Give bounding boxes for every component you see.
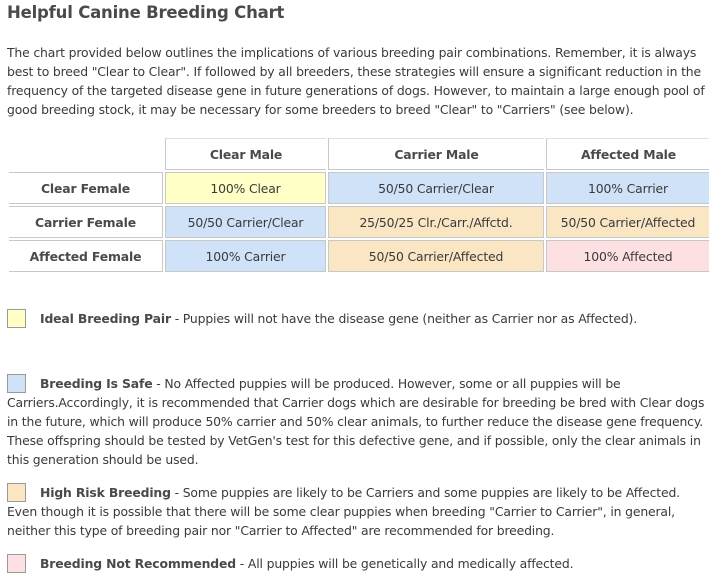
table-cell: 100% Clear: [165, 172, 326, 204]
table-cell: 100% Carrier: [546, 172, 709, 204]
table-cell: 100% Carrier: [165, 240, 326, 272]
yellow-swatch-icon: [7, 309, 26, 328]
intro-paragraph: The chart provided below outlines the implications of various breeding pair combinations. Remember, it is always best to breed "Clear to Clear". If followed by all breeders, these strategies will ensure a significant reduction in the frequency of the targeted disease gene in future generations of dogs. However, to maintain a large enough pool of good breeding stock, it may be necessary for some breeders to breed "Clear" to "Carriers" (see below).: [7, 45, 705, 117]
table-cell: 50/50 Carrier/Clear: [165, 206, 326, 238]
table-row: [9, 206, 709, 238]
legend-text: [7, 554, 707, 573]
legend-text: [7, 374, 707, 469]
table-cell: 100% Affected: [546, 240, 709, 272]
legend-description: - Puppies will not have the disease gene (neither as Carrier nor as Affected).: [170, 311, 638, 326]
breeding-chart-table: [7, 136, 709, 274]
legend-not-recommended: [7, 554, 707, 573]
legend-description: - Some puppies are likely to be Carriers and some puppies are likely to be Affected. Even though it is possible that there will be some clear puppies when breeding "Carrier to Carrier", in general, neither this type of breeding pair nor "Carrier to Affected" are recommended for breeding.: [7, 485, 680, 538]
legend-name: Ideal Breeding Pair: [40, 311, 171, 326]
table-cell: 25/50/25 Clr./Carr./Affctd.: [328, 206, 544, 238]
legend-text: [7, 309, 707, 328]
table-cell: 50/50 Carrier/Affected: [328, 240, 544, 272]
legend-name: High Risk Breeding: [40, 485, 171, 500]
table-row: [9, 240, 709, 272]
legend-description: - No Affected puppies will be produced. However, some or all puppies will be Carriers.Accordingly, it is recommended that Carrier dogs which are desirable for breeding be bred with Clear dogs in the future, which will produce 50% carrier and 50% clear animals, to further reduce the disease gene frequency. These offspring should be tested by VetGen's test for this defective gene, and if possible, only the clear animals in this generation should be used.: [7, 376, 705, 467]
row-header: Carrier Female: [9, 206, 163, 238]
table-cell: 50/50 Carrier/Affected: [546, 206, 709, 238]
legend-name: Breeding Is Safe: [40, 376, 153, 391]
corner-cell: [9, 138, 163, 170]
column-header: Clear Male: [165, 138, 326, 170]
table-header-row: [9, 138, 709, 170]
table-row: [9, 172, 709, 204]
legend-text: [7, 483, 707, 540]
legend-ideal: [7, 309, 707, 328]
table-cell: 50/50 Carrier/Clear: [328, 172, 544, 204]
row-header: Affected Female: [9, 240, 163, 272]
page-title: Helpful Canine Breeding Chart: [7, 3, 285, 22]
legend-safe: [7, 374, 707, 469]
blue-swatch-icon: [7, 374, 26, 393]
legend-high-risk: [7, 483, 707, 540]
row-header: Clear Female: [9, 172, 163, 204]
pink-swatch-icon: [7, 554, 26, 573]
orange-swatch-icon: [7, 483, 26, 502]
column-header: Carrier Male: [328, 138, 544, 170]
legend-name: Breeding Not Recommended: [40, 556, 236, 571]
legend-description: - All puppies will be genetically and medically affected.: [236, 556, 574, 571]
column-header: Affected Male: [546, 138, 709, 170]
